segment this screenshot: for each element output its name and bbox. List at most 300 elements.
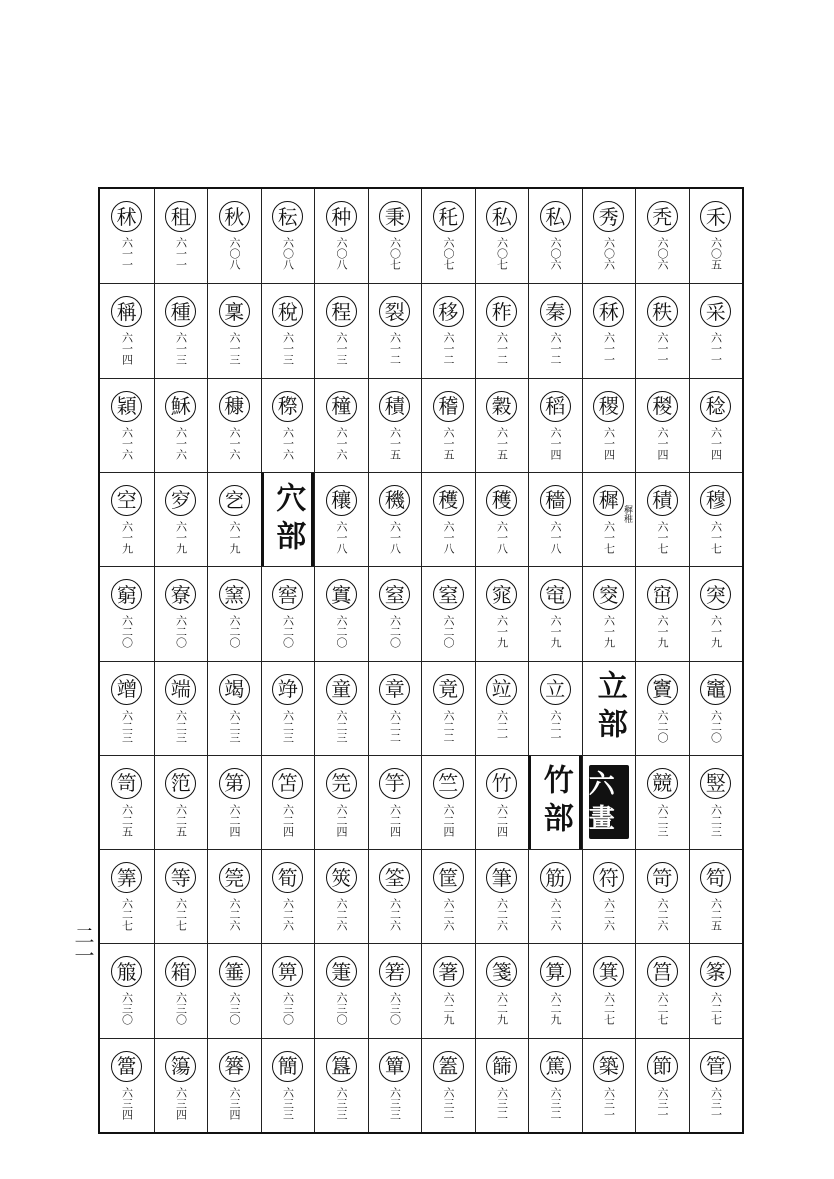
- page-number: 六三一: [602, 1086, 616, 1120]
- circled-character: 稅: [272, 296, 303, 327]
- circled-character: 稻: [540, 391, 571, 422]
- index-cell: [528, 661, 582, 755]
- circled-character: 篤: [540, 1051, 571, 1082]
- page-number: 六一五: [388, 426, 402, 460]
- circled-character: 簋: [326, 1051, 357, 1082]
- page-number: 六二三: [120, 709, 134, 743]
- circled-character: 秋: [219, 201, 250, 232]
- page-number: 六二四: [281, 803, 295, 837]
- index-cell: [368, 849, 422, 943]
- circled-character: 窒: [379, 579, 410, 610]
- index-cell: [154, 755, 208, 849]
- index-cell: [421, 849, 475, 943]
- page-number: 六〇八: [281, 237, 295, 270]
- index-cell: [475, 849, 529, 943]
- circled-character: 算: [540, 956, 571, 987]
- index-cell: [154, 378, 208, 472]
- index-cell: [261, 849, 315, 943]
- page-number: 六一一: [656, 332, 669, 366]
- circled-character: 筥: [647, 956, 678, 987]
- circled-character: 簞: [379, 1051, 410, 1082]
- circled-character: 穆: [700, 485, 731, 516]
- circled-character: 竇: [647, 674, 678, 705]
- index-cell: [261, 189, 315, 283]
- index-cell: [154, 566, 208, 660]
- circled-character: 筆: [486, 862, 517, 893]
- index-cell: [475, 378, 529, 472]
- page-number: 六二二: [388, 709, 402, 743]
- index-cell: [154, 661, 208, 755]
- page-number: 六〇六: [602, 237, 616, 270]
- page-number: 六二七: [709, 992, 723, 1026]
- page-number: 六二三: [656, 803, 669, 837]
- page-number: 六二六: [549, 898, 562, 932]
- circled-character: 笵: [165, 768, 196, 799]
- circled-character: 穸: [165, 485, 196, 516]
- page-number: 六三二: [549, 1086, 562, 1120]
- circled-character: 筦: [219, 862, 250, 893]
- page-number: 六二〇: [120, 615, 134, 649]
- circled-character: 管: [700, 1051, 731, 1082]
- circled-character: 積: [647, 485, 678, 516]
- index-cell: [154, 1038, 208, 1132]
- page-number: 六三四: [228, 1086, 241, 1120]
- index-cell: [475, 755, 529, 849]
- index-cell: [582, 566, 636, 660]
- index-cell: [421, 378, 475, 472]
- section-header: [528, 755, 582, 849]
- circled-character: 箙: [111, 956, 142, 987]
- index-cell: [207, 472, 261, 566]
- page-number: 六二九: [442, 992, 455, 1026]
- index-cell: [635, 849, 689, 943]
- circled-character: 秫: [111, 201, 142, 232]
- index-cell: [475, 283, 529, 377]
- index-cell: [314, 943, 368, 1037]
- page-number: 六一八: [442, 520, 455, 554]
- index-cell: [635, 755, 689, 849]
- circled-character: 箋: [486, 956, 517, 987]
- index-cell: [368, 1038, 422, 1132]
- page-number: 六二六: [228, 898, 241, 932]
- circled-character: 箸: [433, 956, 464, 987]
- radical-heading: 竹部: [537, 764, 573, 841]
- circled-character: 等: [165, 862, 196, 893]
- page-number: 六二六: [602, 898, 616, 932]
- page-number: 六二四: [228, 803, 241, 837]
- circled-character: 穅: [219, 391, 250, 422]
- circled-character: 秨: [486, 296, 517, 327]
- page-number: 六二四: [388, 803, 402, 837]
- index-cell: [154, 943, 208, 1037]
- index-cell: [528, 943, 582, 1037]
- index-cell: [261, 566, 315, 660]
- index-cell: [475, 1038, 529, 1132]
- circled-character: 竹: [486, 768, 517, 799]
- page-number: 六二六: [281, 898, 295, 932]
- circled-character: 穄: [272, 391, 303, 422]
- page-number: 六一九: [549, 615, 562, 649]
- index-cell: [528, 1038, 582, 1132]
- index-cell: [475, 943, 529, 1037]
- index-cell: [207, 283, 261, 377]
- circled-character: 篕: [433, 1051, 464, 1082]
- page-number: 六一六: [281, 426, 295, 460]
- index-cell: [100, 1038, 154, 1132]
- circled-character: 簹: [111, 1051, 142, 1082]
- page-number: 六一四: [549, 426, 562, 460]
- page-number: 六〇八: [228, 237, 241, 270]
- page-number: 六一二: [442, 332, 455, 366]
- page-number: 六〇八: [335, 237, 348, 270]
- page-number: 六一七: [602, 520, 616, 554]
- index-cell: [314, 661, 368, 755]
- section-header: [582, 661, 636, 755]
- circled-character: 突: [700, 579, 731, 610]
- circled-character: 竲: [111, 674, 142, 705]
- index-cell: [261, 661, 315, 755]
- circled-character: 秅: [433, 201, 464, 232]
- index-cell: [635, 283, 689, 377]
- index-cell: [582, 849, 636, 943]
- circled-character: 穌: [165, 391, 196, 422]
- index-cell: [475, 566, 529, 660]
- radical-heading: 立部: [591, 670, 627, 747]
- circled-character: 積: [379, 391, 410, 422]
- page-number: 六〇五: [709, 237, 723, 270]
- index-cell: [261, 943, 315, 1037]
- circled-character: 穰: [326, 485, 357, 516]
- page-number: 六二五: [174, 803, 188, 837]
- page-number: 六三四: [120, 1086, 134, 1120]
- circled-character: 箠: [219, 956, 250, 987]
- index-cell: [528, 472, 582, 566]
- index-cell: [689, 1038, 743, 1132]
- page-number: 六一九: [174, 520, 188, 554]
- page-number: 六三〇: [120, 992, 134, 1026]
- page-number: 六二九: [495, 992, 509, 1026]
- circled-character: 窒: [433, 579, 464, 610]
- index-cell: [635, 189, 689, 283]
- page-number: 六三一: [656, 1086, 669, 1120]
- page-number: 六二六: [388, 898, 402, 932]
- circled-character: 稷: [593, 391, 624, 422]
- page-number: 六二六: [442, 898, 455, 932]
- circled-character: 筐: [433, 862, 464, 893]
- page-number: 六三三: [388, 1086, 402, 1120]
- circled-character: 箱: [165, 956, 196, 987]
- circled-character: 窋: [647, 579, 678, 610]
- index-cell: [100, 189, 154, 283]
- index-cell: [154, 472, 208, 566]
- index-cell: [689, 661, 743, 755]
- circled-character: 窔: [593, 579, 624, 610]
- index-cell: [100, 378, 154, 472]
- circled-character: 篩: [486, 1051, 517, 1082]
- index-cell: [207, 378, 261, 472]
- page-number: 六一九: [495, 615, 509, 649]
- page-number: 六二四: [335, 803, 348, 837]
- page-number: 六一九: [228, 520, 241, 554]
- index-cell: [635, 378, 689, 472]
- circled-character: 穉: [593, 485, 624, 516]
- circled-character: 窴: [326, 579, 357, 610]
- page-number: 六一一: [709, 332, 723, 366]
- circled-character: 筿: [700, 956, 731, 987]
- circled-character: 筭: [111, 862, 142, 893]
- circled-character: 穎: [111, 391, 142, 422]
- index-cell: [421, 1038, 475, 1132]
- circled-character: 秐: [272, 201, 303, 232]
- index-cell: [100, 661, 154, 755]
- index-cell: [207, 849, 261, 943]
- circled-character: 穵: [219, 485, 250, 516]
- radical-heading: 穴部: [270, 481, 306, 558]
- index-cell: [421, 943, 475, 1037]
- index-cell: [689, 755, 743, 849]
- circled-character: 競: [647, 768, 678, 799]
- index-cell: [100, 943, 154, 1037]
- index-cell: [154, 189, 208, 283]
- circled-character: 種: [165, 296, 196, 327]
- index-cell: [528, 378, 582, 472]
- circled-character: 端: [165, 674, 196, 705]
- index-cell: [261, 1038, 315, 1132]
- page-number: 六一二: [495, 332, 509, 366]
- index-cell: [635, 472, 689, 566]
- index-cell: [689, 943, 743, 1037]
- index-cell: [582, 943, 636, 1037]
- circled-character: 窮: [111, 579, 142, 610]
- index-cell: [421, 566, 475, 660]
- page-number: 六三二: [442, 1086, 455, 1120]
- circled-character: 箕: [593, 956, 624, 987]
- index-cell: [368, 661, 422, 755]
- circled-character: 穖: [379, 485, 410, 516]
- page-number: 六一二: [549, 332, 562, 366]
- page-number: 六一四: [120, 332, 134, 366]
- circled-character: 禾: [700, 201, 731, 232]
- circled-character: 穫: [486, 485, 517, 516]
- circled-character: 章: [379, 674, 410, 705]
- circled-character: 筌: [379, 862, 410, 893]
- page-number: 六二〇: [656, 709, 669, 743]
- circled-character: 稯: [647, 391, 678, 422]
- index-cell: [475, 189, 529, 283]
- circled-character: 租: [165, 201, 196, 232]
- index-cell: [314, 755, 368, 849]
- page-number: 六二〇: [174, 615, 188, 649]
- page-number: 六一四: [709, 426, 723, 460]
- index-cell: [421, 755, 475, 849]
- index-cell: [368, 472, 422, 566]
- page-number: 六一五: [495, 426, 509, 460]
- index-cell: [368, 943, 422, 1037]
- index-cell: [582, 283, 636, 377]
- circled-character: 穡: [540, 485, 571, 516]
- index-cell: [100, 472, 154, 566]
- circled-character: 節: [647, 1051, 678, 1082]
- page-number: 六二三: [228, 709, 241, 743]
- page-number: 六二九: [549, 992, 562, 1026]
- page-number: 六一六: [174, 426, 188, 460]
- index-cell: [100, 283, 154, 377]
- page-margin-number: 二一: [71, 925, 95, 965]
- page-number: 六一三: [228, 332, 241, 366]
- circled-character: 秦: [540, 296, 571, 327]
- index-cell: [689, 472, 743, 566]
- circled-character: 簡: [272, 1051, 303, 1082]
- page-number: 六二五: [709, 898, 723, 932]
- index-cell: [421, 189, 475, 283]
- section-header: [582, 755, 636, 849]
- index-cell: [582, 189, 636, 283]
- page-number: 六一一: [174, 237, 188, 270]
- circled-character: 竈: [700, 674, 731, 705]
- page-number: 六一八: [495, 520, 509, 554]
- circled-character: 笥: [111, 768, 142, 799]
- circled-character: 空: [111, 485, 142, 516]
- page-number: 六二〇: [228, 615, 241, 649]
- index-cell: [582, 472, 636, 566]
- circled-character: 竫: [272, 674, 303, 705]
- page-number: 六二〇: [709, 709, 723, 743]
- circled-character: 窕: [486, 579, 517, 610]
- page-number: 六二〇: [442, 615, 455, 649]
- page-number: 六三三: [281, 1086, 295, 1120]
- page-number: 六一六: [335, 426, 348, 460]
- circled-character: 秀: [593, 201, 624, 232]
- index-cell: [314, 283, 368, 377]
- page-number: 六二〇: [281, 615, 295, 649]
- circled-character: 築: [593, 1051, 624, 1082]
- circled-character: 笘: [272, 768, 303, 799]
- circled-character: 竺: [433, 768, 464, 799]
- circled-character: 私: [540, 201, 571, 232]
- page-number: 六〇六: [656, 237, 669, 270]
- page-number: 六二七: [174, 898, 188, 932]
- circled-character: 竽: [379, 768, 410, 799]
- page-number: 六三一: [709, 1086, 723, 1120]
- circled-character: 穜: [326, 391, 357, 422]
- index-cell: [421, 283, 475, 377]
- index-cell: [421, 472, 475, 566]
- circled-character: 秩: [647, 296, 678, 327]
- page-number: 六一八: [549, 520, 562, 554]
- circled-character: 稽: [433, 391, 464, 422]
- circled-character: 穀: [486, 391, 517, 422]
- page-number: 六一六: [228, 426, 241, 460]
- circled-character: 秝: [593, 296, 624, 327]
- circled-character: 箑: [326, 956, 357, 987]
- index-cell: [207, 566, 261, 660]
- variant-note: 穉稚: [622, 504, 632, 523]
- page-number: 六一五: [442, 426, 455, 460]
- page-number: 六二七: [656, 992, 669, 1026]
- page-number: 六〇六: [549, 237, 562, 270]
- page-number: 六一二: [388, 332, 402, 366]
- circled-character: 竟: [433, 674, 464, 705]
- page-number: 六一八: [388, 520, 402, 554]
- index-cell: [528, 849, 582, 943]
- index-cell: [475, 472, 529, 566]
- page-number: 六二六: [656, 898, 669, 932]
- index-cell: [100, 755, 154, 849]
- circled-character: 窯: [219, 579, 250, 610]
- circled-character: 裂: [379, 296, 410, 327]
- index-cell: [635, 661, 689, 755]
- index-cell: [689, 283, 743, 377]
- index-cell: [261, 378, 315, 472]
- page-number: 六一九: [656, 615, 669, 649]
- index-cell: [100, 849, 154, 943]
- page-number: 六一八: [335, 520, 348, 554]
- circled-character: 种: [326, 201, 357, 232]
- stroke-count-badge: 六畫: [589, 765, 629, 839]
- page-number: 六二〇: [335, 615, 348, 649]
- circled-character: 竭: [219, 674, 250, 705]
- index-cell: [207, 1038, 261, 1132]
- page-number: 六二三: [335, 709, 348, 743]
- page-number: 六二〇: [388, 615, 402, 649]
- circled-character: 竪: [700, 768, 731, 799]
- circled-character: 穫: [433, 485, 464, 516]
- index-cell: [368, 378, 422, 472]
- circled-character: 筴: [326, 862, 357, 893]
- index-cell: [261, 755, 315, 849]
- page-number: 六一三: [281, 332, 295, 366]
- circled-character: 寮: [165, 579, 196, 610]
- page-number: 六三〇: [174, 992, 188, 1026]
- circled-character: 箅: [272, 956, 303, 987]
- index-cell: [475, 661, 529, 755]
- index-cell: [421, 661, 475, 755]
- circled-character: 稟: [219, 296, 250, 327]
- index-cell: [314, 849, 368, 943]
- page-number: 六二四: [495, 803, 509, 837]
- page-number: 六二三: [174, 709, 188, 743]
- circled-character: 童: [326, 674, 357, 705]
- index-cell: [689, 566, 743, 660]
- page-number: 六二二: [442, 709, 455, 743]
- page-number: 六二五: [120, 803, 134, 837]
- index-cell: [207, 189, 261, 283]
- index-cell: [154, 283, 208, 377]
- circled-character: 窀: [540, 579, 571, 610]
- circled-character: 稔: [700, 391, 731, 422]
- index-cell: [368, 283, 422, 377]
- index-cell: [314, 1038, 368, 1132]
- circled-character: 移: [433, 296, 464, 327]
- page-number: 六三四: [174, 1086, 188, 1120]
- page-number: 六三〇: [281, 992, 295, 1026]
- page-number: 六一四: [602, 426, 616, 460]
- page-number: 六二三: [281, 709, 295, 743]
- page-number: 六三〇: [388, 992, 402, 1026]
- index-cell: [100, 566, 154, 660]
- circled-character: 筍: [272, 862, 303, 893]
- index-cell: [689, 378, 743, 472]
- circled-character: 符: [593, 862, 624, 893]
- circled-character: 筋: [540, 862, 571, 893]
- page-number: 六一三: [335, 332, 348, 366]
- page-number: 六三〇: [335, 992, 348, 1026]
- index-cell: [689, 189, 743, 283]
- page-number: 六三三: [335, 1086, 348, 1120]
- circled-character: 私: [486, 201, 517, 232]
- page-number: 六一九: [709, 615, 723, 649]
- circled-character: 立: [540, 674, 571, 705]
